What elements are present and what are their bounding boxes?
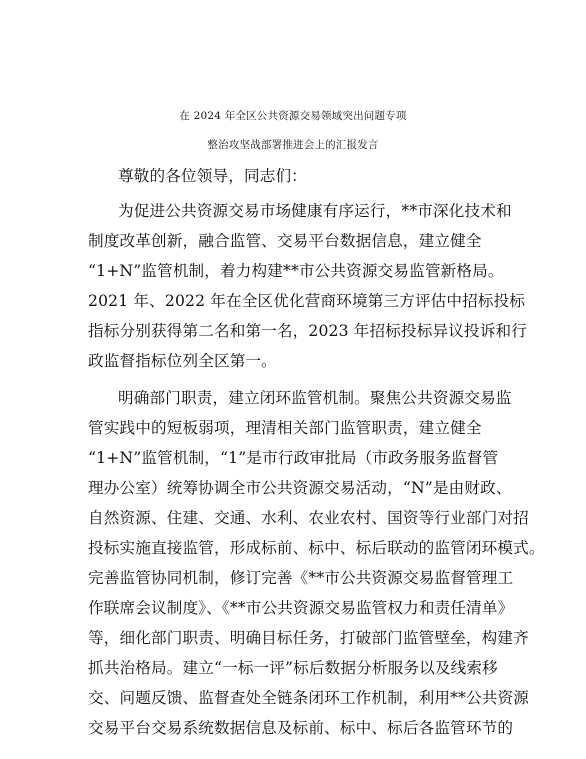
paragraph-1-line-4: 2021 年、2022 年在全区优化营商环境第三方评估中招标投标 bbox=[88, 292, 526, 310]
paragraph-2-line-4: 理办公室）统筹协调全市公共资源交易活动，“N”是由财政、 bbox=[88, 479, 512, 497]
paragraph-2-line-1: 明确部门职责，建立闭环监管机制。聚焦公共资源交易监 bbox=[118, 389, 512, 407]
paragraph-2-line-3: “1+N”监管机制，“1”是市行政审批局（市政务服务监督管 bbox=[88, 449, 499, 467]
paragraph-1-line-5: 指标分别获得第二名和第一名，2023 年招标投标异议投诉和行 bbox=[88, 322, 527, 340]
paragraph-2-line-10: 抓共治格局。建立“一标一评”标后数据分析服务以及线索移 bbox=[88, 659, 498, 677]
paragraph-2-line-7: 完善监管协同机制，修订完善《**市公共资源交易监督管理工 bbox=[88, 569, 514, 587]
paragraph-1-line-1: 为促进公共资源交易市场健康有序运行，**市深化技术和 bbox=[118, 202, 512, 220]
paragraph-2-line-11: 交、问题反馈、监督查处全链条闭环工作机制，利用**公共资源 bbox=[88, 689, 529, 707]
document-title-line-2: 整治攻坚战部署推进会上的汇报发言 bbox=[207, 139, 379, 151]
paragraph-2-line-5: 自然资源、住建、交通、水利、农业农村、国资等行业部门对招 bbox=[88, 509, 529, 527]
paragraph-1-line-3: “1+N”监管机制，着力构建**市公共资源交易监管新格局。 bbox=[88, 262, 504, 280]
document-title-line-1: 在 2024 年全区公共资源交易领域突出问题专项 bbox=[179, 110, 407, 122]
paragraph-2-line-2: 管实践中的短板弱项，理清相关部门监管职责，建立健全 bbox=[88, 419, 482, 437]
paragraph-1-line-6: 政监督指标位列全区第一。 bbox=[88, 352, 277, 370]
salutation: 尊敬的各位领导，同志们： bbox=[118, 167, 307, 185]
paragraph-1-line-2: 制度改革创新，融合监管、交易平台数据信息，建立健全 bbox=[88, 232, 482, 250]
paragraph-2-line-9: 等，细化部门职责、明确目标任务，打破部门监管壁垒，构建齐 bbox=[88, 629, 529, 647]
paragraph-2-line-8: 作联席会议制度》、《**市公共资源交易监管权力和责任清单》 bbox=[88, 599, 514, 617]
paragraph-2-line-12: 交易平台交易系统数据信息及标前、标中、标后各监管环节的 bbox=[88, 719, 514, 737]
paragraph-2-line-6: 投标实施直接监管，形成标前、标中、标后联动的监管闭环模式。 bbox=[88, 539, 545, 557]
